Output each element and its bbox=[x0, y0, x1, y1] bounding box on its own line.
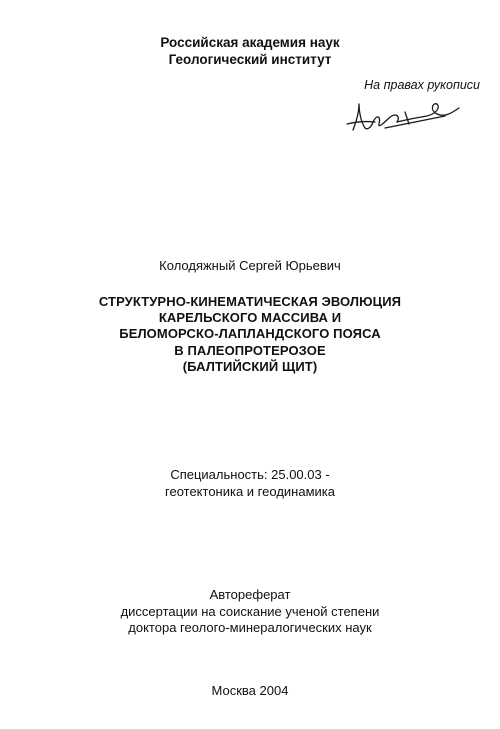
rights-note: На правах рукописи bbox=[364, 78, 480, 92]
title-line: (БАЛТИЙСКИЙ ЩИТ) bbox=[182, 359, 318, 374]
abstract-line: доктора геолого-минералогических наук bbox=[128, 620, 372, 635]
title-line: В ПАЛЕОПРОТЕРОЗОЕ bbox=[174, 343, 326, 358]
place-year: Москва 2004 bbox=[211, 683, 289, 698]
title-line: СТРУКТУРНО-КИНЕМАТИЧЕСКАЯ ЭВОЛЮЦИЯ bbox=[98, 294, 402, 309]
institute-line: Геологический институт bbox=[168, 52, 332, 67]
specialty-line: Специальность: 25.00.03 - bbox=[170, 467, 330, 482]
title-line: КАРЕЛЬСКОГО МАССИВА И bbox=[158, 310, 342, 325]
title-line: БЕЛОМОРСКО-ЛАПЛАНДСКОГО ПОЯСА bbox=[119, 326, 381, 341]
handwritten-signature bbox=[345, 94, 465, 140]
abstract-line: диссертации на соискание ученой степени bbox=[120, 604, 380, 619]
institution-line: Российская академия наук bbox=[160, 35, 340, 50]
author-name: Колодяжный Сергей Юрьевич bbox=[159, 258, 341, 273]
abstract-line: Автореферат bbox=[209, 587, 291, 602]
specialty-line: геотектоника и геодинамика bbox=[165, 484, 335, 499]
